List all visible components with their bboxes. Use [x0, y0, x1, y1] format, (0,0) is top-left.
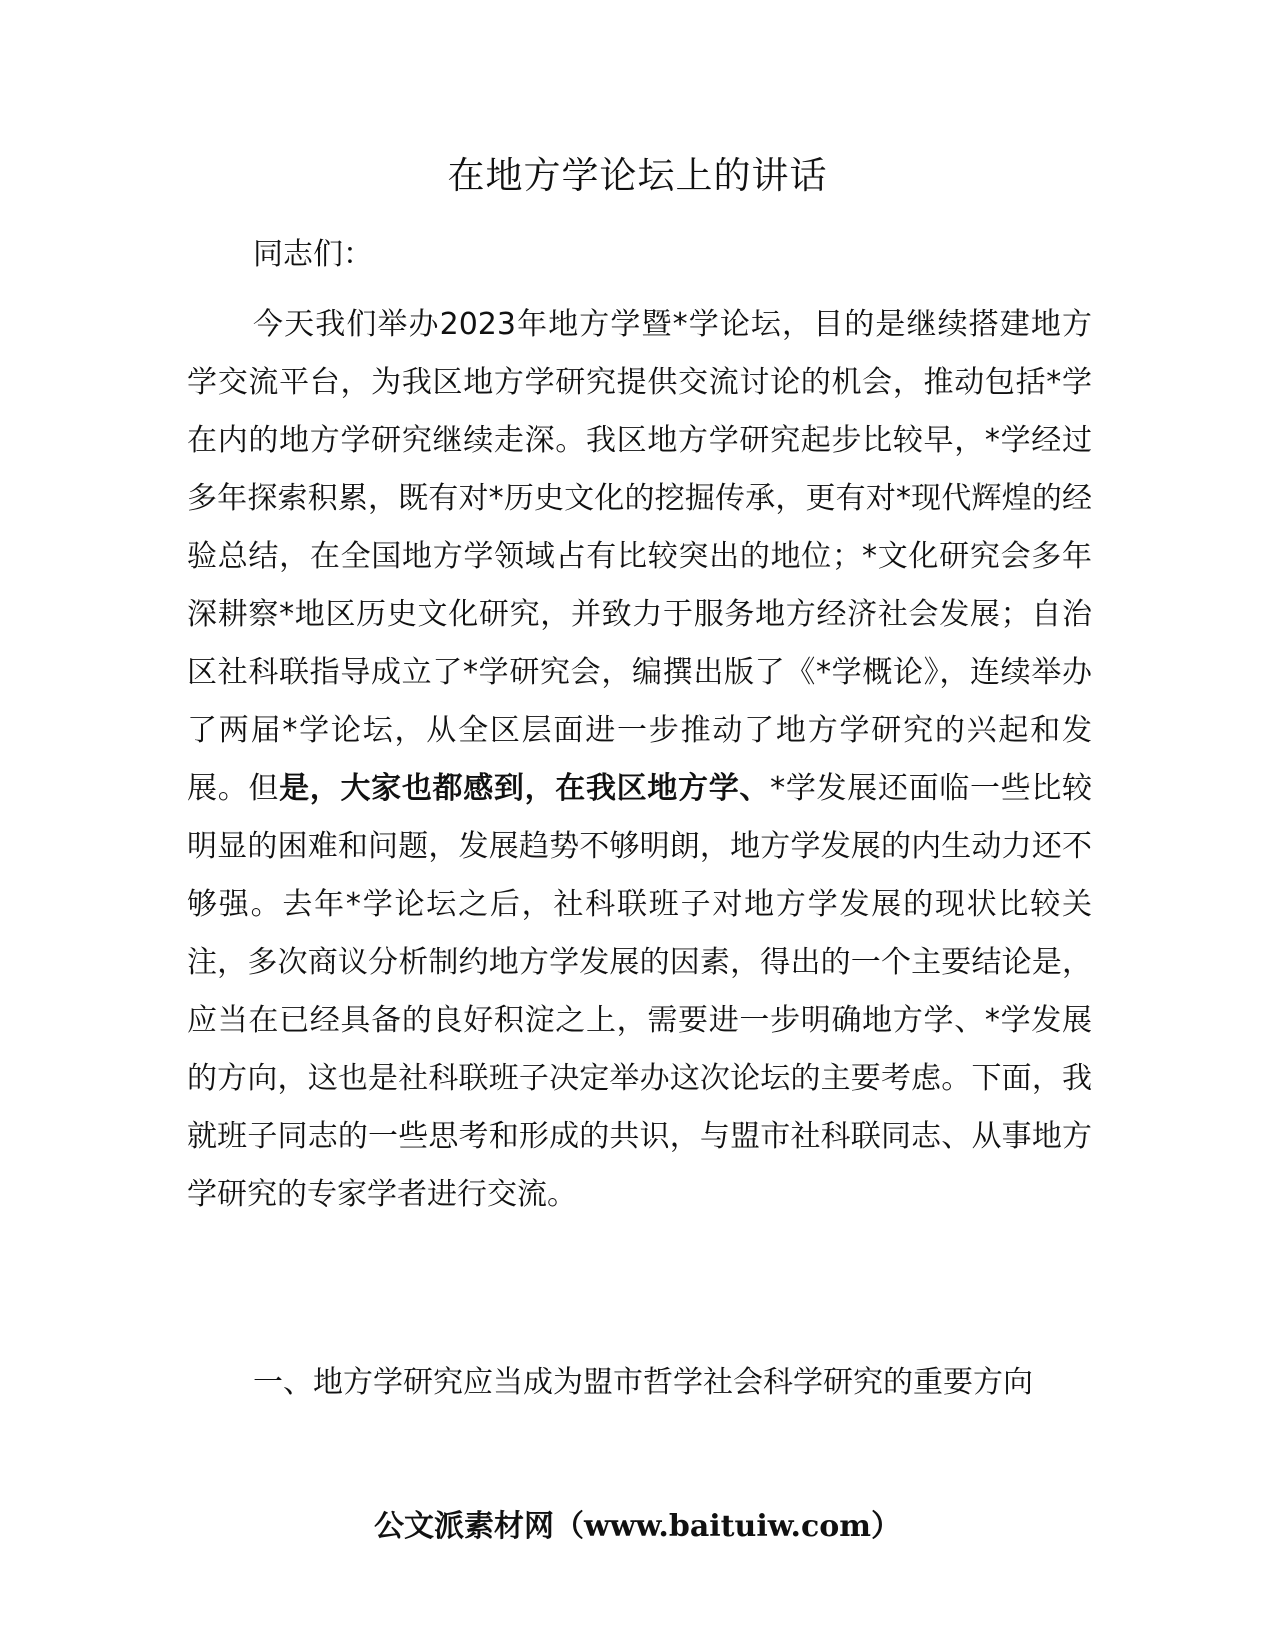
paragraph-bold-text: 是，大家也都感到，在我区地方学、 — [279, 771, 771, 806]
section-heading: 一、地方学研究应当成为盟市哲学社会科学研究的重要方向 — [253, 1365, 1033, 1400]
paragraph-text-part1: 今天我们举办2023年地方学暨*学论坛，目的是继续搭建地方学交流平台，为我区地方学研究提供交流讨论的机会，推动包括*学在内的地方学研究继续走深。我区地方学研究起步比较早，*学经过多年探索积累，既有对*历史文化的挖掘传承，更有对*现代辉煌的经验总结，在全国地方学领域占有比较突出的地位；*文化研究会多年深耕察*地区历史文化研究，并致力于服务地方经济社会发展；自治区社科联指导成立了*学研究会，编撰出版了《*学概论》，连续举办了两届*学论坛，从全区层面进一步推动了地方学研究的兴起和发展。但 — [187, 307, 1092, 806]
footer-watermark: 公文派素材网（www.baituiw.com） — [373, 1509, 902, 1544]
document-title: 在地方学论坛上的讲话 — [447, 154, 828, 197]
salutation: 同志们： — [253, 237, 373, 272]
body-paragraph — [187, 296, 1092, 1342]
paragraph-text-part2: *学发展还面临一些比较明显的困难和问题，发展趋势不够明朗，地方学发展的内生动力还不够强。去年*学论坛之后，社科联班子对地方学发展的现状比较关注，多次商议分析制约地方学发展的因素，得出的一个主要结论是，应当在已经具备的良好积淀之上，需要进一步明确地方学、*学发展的方向，这也是社科联班子决定举办这次论坛的主要考虑。下面，我就班子同志的一些思考和形成的共识，与盟市社科联同志、从事地方学研究的专家学者进行交流。 — [187, 771, 1092, 1212]
